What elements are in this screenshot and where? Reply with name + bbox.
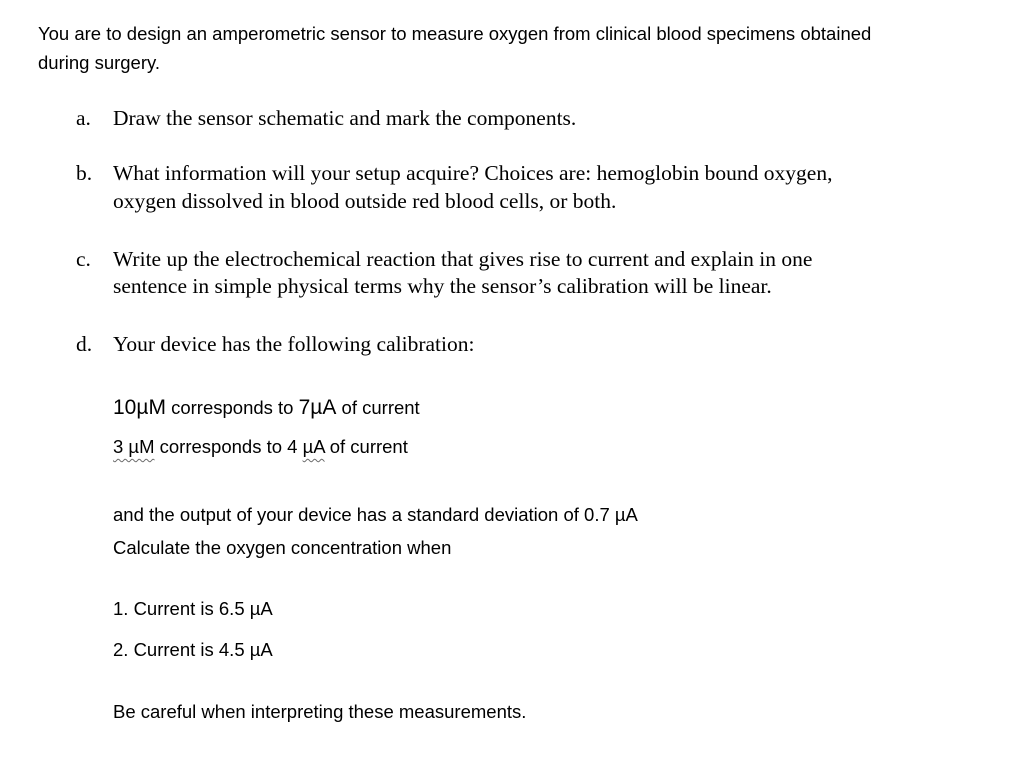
- case-1: 1. Current is 6.5 µA: [113, 598, 273, 619]
- question-c-label: c.: [76, 247, 91, 271]
- calibration-2-current: µA: [302, 436, 325, 457]
- calibration-1-mid: corresponds to: [165, 397, 299, 418]
- question-c-text-2: sentence in simple physical terms why the sensor’s calibration will be linear.: [113, 274, 772, 298]
- case-2: 2. Current is 4.5 µA: [113, 639, 273, 660]
- question-b-text-2: oxygen dissolved in blood outside red blood cells, or both.: [113, 189, 617, 213]
- calibration-1-end: of current: [336, 397, 420, 418]
- question-b-label: b.: [76, 161, 93, 185]
- question-d-text: Your device has the following calibration:: [113, 332, 475, 356]
- warning-text: Be careful when interpreting these measurements.: [113, 701, 527, 722]
- calibration-2-concentration: 3 µM: [113, 436, 155, 457]
- question-d-label: d.: [76, 332, 93, 356]
- std-dev-text: and the output of your device has a standard deviation of 0.7 µA: [113, 504, 638, 525]
- intro-line-1: You are to design an amperometric sensor to measure oxygen from clinical blood specimens obtained: [38, 23, 872, 44]
- calculate-text: Calculate the oxygen concentration when: [113, 537, 452, 558]
- question-a-label: a.: [76, 106, 91, 130]
- calibration-2-end: of current: [324, 436, 408, 457]
- calibration-1-concentration: 10µM: [113, 396, 166, 419]
- calibration-2-mid: corresponds to 4: [154, 436, 303, 457]
- calibration-row-2: [113, 436, 408, 458]
- question-a-text: Draw the sensor schematic and mark the components.: [113, 106, 577, 130]
- calibration-1-current: 7µA: [298, 396, 337, 419]
- question-c-text-1: Write up the electrochemical reaction that gives rise to current and explain in one: [113, 247, 813, 271]
- calibration-row-1: [113, 396, 420, 420]
- intro-line-2: during surgery.: [38, 52, 161, 73]
- question-b-text-1: What information will your setup acquire? Choices are: hemoglobin bound oxygen,: [113, 161, 833, 185]
